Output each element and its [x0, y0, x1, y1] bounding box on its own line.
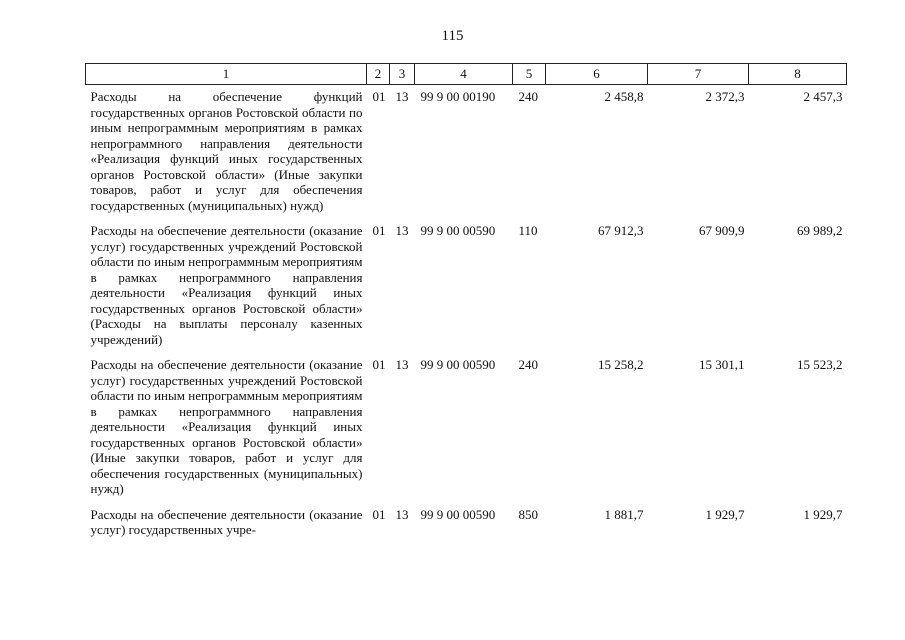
- target-article-code: 99 9 00 00590: [420, 357, 496, 372]
- section-code: 01: [372, 357, 386, 372]
- subsection-code: 13: [395, 357, 409, 372]
- column-header-3: 3: [390, 64, 415, 85]
- amount-col-6: 2 458,8: [604, 89, 644, 104]
- column-header-2: 2: [367, 64, 390, 85]
- table-row: [86, 219, 847, 353]
- column-header-1: 1: [86, 64, 367, 85]
- amount-col-8: 69 989,2: [797, 223, 843, 238]
- subsection-code: 13: [395, 223, 409, 238]
- table-row: [86, 85, 847, 220]
- table-row: [86, 353, 847, 503]
- row-description: Расходы на обеспечение функций государственных органов Ростовской области по иным непрограммным мероприятиям в рамках непрограммного направления деятельности «Реализация функций иных государственных органов Ростовской области» (Иные закупки товаров, работ и услуг для обеспечения государственных (муниципальных) нужд): [90, 89, 363, 213]
- amount-col-8: 1 929,7: [803, 506, 843, 522]
- row-description: Расходы на обеспечение деятельности (оказание услуг) государственных учре-: [90, 506, 363, 537]
- target-article-code: 99 9 00 00590: [420, 506, 496, 522]
- table-header-row: [86, 64, 847, 85]
- column-header-4: 4: [415, 64, 513, 85]
- section-code: 01: [372, 506, 386, 522]
- amount-col-8: 15 523,2: [797, 357, 843, 372]
- amount-col-7: 1 929,7: [705, 506, 745, 522]
- row-description: Расходы на обеспечение деятельности (оказание услуг) государственных учреждений Ростовской области по иным непрограммным мероприятиям в рамках непрограммного направления деятельности «Реализация функций иных государственных органов Ростовской области» (Иные закупки товаров, работ и услуг для обеспечения государственных (муниципальных) нужд): [90, 357, 363, 496]
- page-number: 115: [441, 28, 464, 44]
- subsection-code: 13: [395, 89, 409, 104]
- section-code: 01: [372, 89, 386, 104]
- section-code: 01: [372, 223, 386, 238]
- expense-type-code: 850: [518, 506, 538, 522]
- column-header-5: 5: [513, 64, 546, 85]
- row-description: Расходы на обеспечение деятельности (оказание услуг) государственных учреждений Ростовской области по иным непрограммным мероприятиям в рамках непрограммного направления деятельности «Реализация функций иных государственных органов Ростовской области» (Расходы на выплаты персоналу казенных учреждений): [90, 223, 363, 347]
- amount-col-6: 15 258,2: [598, 357, 644, 372]
- amount-col-7: 15 301,1: [699, 357, 745, 372]
- amount-col-8: 2 457,3: [803, 89, 843, 104]
- amount-col-7: 2 372,3: [705, 89, 745, 104]
- column-header-6: 6: [546, 64, 648, 85]
- expense-type-code: 110: [518, 223, 538, 238]
- budget-table: [85, 63, 847, 544]
- table-row: [86, 503, 847, 544]
- subsection-code: 13: [395, 506, 409, 522]
- target-article-code: 99 9 00 00190: [420, 89, 496, 104]
- column-header-8: 8: [749, 64, 847, 85]
- amount-col-6: 67 912,3: [598, 223, 644, 238]
- amount-col-7: 67 909,9: [699, 223, 745, 238]
- expense-type-code: 240: [518, 89, 538, 104]
- expense-type-code: 240: [518, 357, 538, 372]
- amount-col-6: 1 881,7: [604, 506, 644, 522]
- column-header-7: 7: [648, 64, 749, 85]
- target-article-code: 99 9 00 00590: [420, 223, 496, 238]
